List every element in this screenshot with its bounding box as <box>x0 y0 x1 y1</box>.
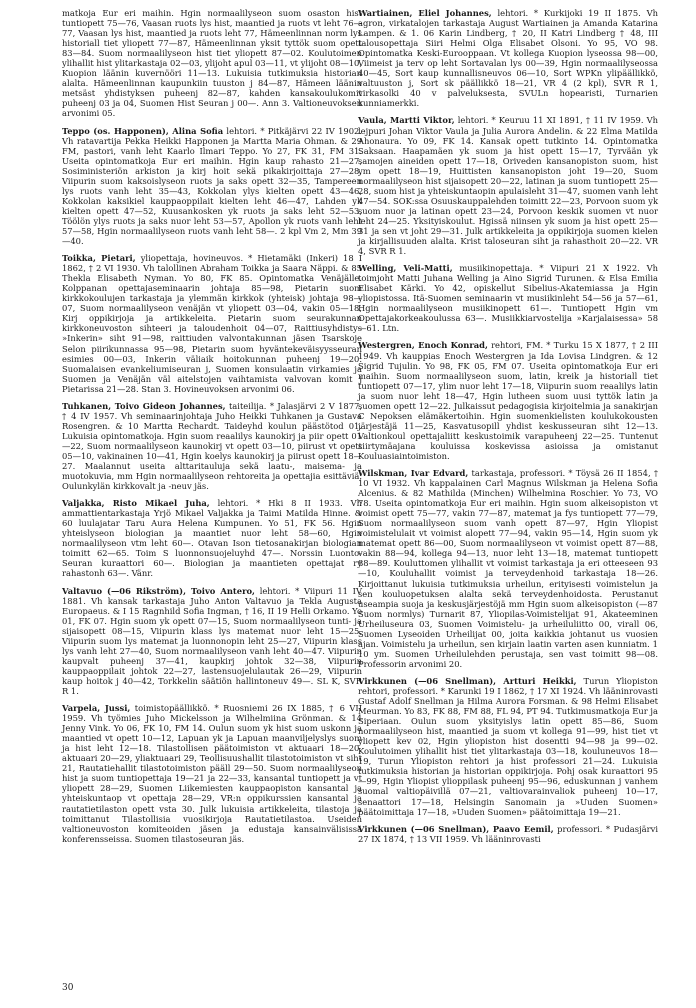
entry-name: Wartiainen, Eliel Johannes, <box>358 8 492 18</box>
biography-entry <box>358 824 658 844</box>
entry-text: tarkastaja, professori. * Töysä 26 II 1854, † 10 VI 1932. Vh kappalainen Carl Magnus Wilskman ja Helena Sofia Alcenius. & 82 Mathilda (Minchen) Wilhelmina Roschier. Yo 73, VO 78. Useita opintomatkoja Eur eri maihin. Hgin suom alkeisopiston vt voimist opett 75—77, vakin 77—87, matemat ja fys tuntiopett 77—79, Suom normaalilyseon suom vanh opett 87—97, Hgin Yliopist voimistelulait vt voimist alopett 77—94, vakin 95—14, Hgin suom yk matemat opett 86—00, Suom normaalilyseon vt voimist opett 87—88, vakin 88—94, kollega 94—13, nuor leht 13—18, matemat tuntiopett 88—89. Kouluttomen ylihallit vt voimist tarkastaja ja eri otteeseen 93—10, Kouluhallit voimist ja terveydenhoid tarkastaja 18—26. Kirjoittanut lukuisia tutkimuksia urheilun, erityisesti voimistelun ja sen kouluopetuksen alalta sekä terveydenhoidosta. Perustanut useampia suoja ja keskusjärjestöjä mm Hgin suom alkeisopiston (—87 Suom normlys) Turnarit 87, Yliopilas-Voimistelijat 91, Akateeminen Urheiluseura 03, Suomen Voimistelu- ja urheiluliitto 00, virall 06, Suomen Lyseoiden Urheilijat 00, joita kaikkia johtanut us vuosien ajan. Voimistelu ja urheilun, sen kirjain laatin varten asen kunniatm. 1 10 ym. Suomen Urheilulehden perustaja, sen vast toimitt 98—08. Professorin arvonimi 20. <box>358 468 659 669</box>
entry-text: matkoja Eur eri maihin. Hgin normaalilyseon suom osaston hist tuntiopett 75—76, Vaasan ruots lys hist, maantied ja ruots vt leht 76—77, Vaasan lys hist, maantied ja ruots leht 77, Hämeenlinnan norm lys historiall tiet yliopett 77—87, Hämeenlinnan yksit tyttök suom opett 83—84. Suom normaalilyseon hist tiet yliopett 87—02. Koulutoimen ylihallit hist ylitarkastaja 02—03, ylijoht apul 03—11, vt ylijoht 08—10, Kuopion läänin kuvernööri 11—13. Lukuisia tutkimuksia historian alalta. Hämeenlinnan kaupunkiin tuuston j 84—87, Hämeen läänin metsäst yhdistyksen puheenj 82—87, kahden kansakoulukomit puheenj 03 ja 04, Suomen Hist Seuran j 00—. Ann 3. Valtioneuvoksen arvonimi 05. <box>62 8 362 119</box>
entry-text: toimistopäällikkö. * Ruosniemi 26 IX 1885, † 6 VII 1959. Vh työmies Juho Mickelsson ja Wilhelmiina Grönman. & 14 Jenny Vink. Yo 06, FK 10, FM 14. Oulun suom yk hist suom uskonn ja maantied vt opett 10—12, Lapuan yk ja Lapuan maanviljelyslys suom ja hist leht 12—18. Tilastollisen päätoimiston vt aktuaari 18—20, aktuaari 20—29, yliaktuaari 29, Teollisuushallit tilastotoimiston vt siht 21, Rautatiehallit tilastotoimiston pääll 29—50. Suom normaalilyseon hist ja suom tuntiopettaja 19—21 ja 22—33, kansantal tuntiopett ja vt yliopett 28—29, Suomen Liikemiesten kauppaopiston kansantal ja yhteiskuntaop vt opettaja 28—29, VR:n oppikurssien kansantal ja rautatietilaston opett vsta 30. Julk lukuisia artikkeleita, tilastoja ja toimittanut Tilastollisia vuosikirjoja Rautatietilastoa. Useiden valtioneuvoston komiteoiden jäsen ja edustaja kansainvälisissä konferensseissa. Suomen tilastoseuran jäs. <box>62 703 362 844</box>
biography-entry <box>62 8 362 119</box>
biography-entry <box>358 340 658 461</box>
entry-text: lehtori. * Pitkäjärvi 22 IV 1902. Vh ratavartija Pekka Heikki Happonen ja Martta Maria Ohman. & 29 FM, pastori, vanh leht Kaarlo Ilmari Teppo. Yo 27, FK 31, FM 31. Useita opintomatkoja Eur eri maihin. Hgin kaup rahasto 21—27, Sosiministeriön arkiston ja kirj hoit sekä pikakirjoittaja 27—28, Viipurin suom kaksoislyseon ruots ja saks opett 32—35, Tampereen lys ruots vanh leht 35—43, Kokkolan ylys kielten opett 43—46, Kokkolan kaksikiel kauppaoppilait kielten leht 46—47, Lahden yk kielten opett 47—52, Kuusankosken yk ruots ja saks leht 52—53, Töölön ylys ruots ja saks nuor leht 53—57, Apollon yk ruots vanh leht 57—58, Hgin normaalilyseon ruots vanh leht 58—. 2 kpl Vm 2, Mm 39—40. <box>62 125 362 247</box>
page-number: 30 <box>62 983 74 993</box>
entry-text: yliopettaja, hovineuvos. * Hietamäki (Inkeri) 18 I 1862, † 2 VI 1930. Vh talollinen Abraham Toikka ja Saara Näppi. & 85 Thekla Elisabeth Nyman. Yo 80, FK 85. Opintomatka Venäjälle. Kolppanan opettajaseminaarin johtaja 85—98, Pietarin suom kirkkokoulujen tarkastaja ja ylemmän kirkkok (yhteisk) johtaja 98—07, Suom normaalilyseon venäjän vt yliopett 03—04, vakin 05—18, Kirj oppikirjoja ja artikkeleita. Pietarin suom seurakunnan kirkkoneuvoston sihteeri ja taloudenhoit 04—07, Raittiusyhdistys »Inkerin» siht 91—98, raittiuden valvontakunnan jäsen Tsarskoje Selon piirikunnassa 95—98, Pietarin suom hyväntekeväisyysseuran esimies 00—03, Inkerin väliaik hoitokunnan puheenj 19—20. Suomalaisen evankeliumiseuran j, Suomen konsulaatin virkamies ja Suomen ja Venäjän väl aitelstojen vaihtamista valvovan komit j Pietarissa 21—28. Stan 3. Hovineuvoksen arvonimi 06. <box>62 253 363 394</box>
biography-entry <box>358 115 658 256</box>
left-column <box>62 8 362 851</box>
right-column <box>358 8 658 851</box>
entry-name: Virkkunen (—06 Snellman), Artturi Heikki, <box>358 675 577 686</box>
biography-entry <box>62 586 362 697</box>
entry-text: lehtori. * Viipuri 11 IV 1881. Vh kansak tarkastaja Juho Anton Valtavuo ja Tekla Augusta Europaeus. & I 15 Ragnhild Sofia Ingman, † 16, II 19 Helli Orkamo. Yo 01, FK 07. Hgin suom yk opett 07—15, Suom normaalilyseon tunti- ja sijaisopett 08—15, Viipurin klass lys matemat nuor leht 15—25, Viipurin suom lys matemat ja luonnonopin leht 25—27, Viipurin klass lys vanh leht 27—40, Suom normaalilyseon vanh leht 40—47. Viipurin kaupvalt puheenj 37—41, kaupkirj johtok 32—38, Viipurin kauppaoppilait johtok 22—27, lastensuojelulautak 26—29, Viipurin kaup hoitok j 40—42, Torkkelin säätiön hallintoneuv 49—. SL K, SVR R 1. <box>62 585 363 696</box>
entry-name: Valtavuo (—06 Rikström), Toivo Antero, <box>62 585 255 596</box>
biography-entry <box>62 126 362 247</box>
entry-name: Teppo (os. Happonen), Alina Sofia <box>62 125 224 136</box>
entry-text: Turun Yliopiston rehtori, professori. * Karunki 19 I 1862, † 17 XI 1924. Vh lääninrovasti Gustaf Adolf Snellman ja Hilma Aurora Forsman. & 98 Helmi Elisabet Meurman. Yo 83, FK 88, FM 88, FL 94, PT 94. Tutkimusmatkoja Eur ja Siperiaan. Oulun suom yksityislys latin opett 85—86, Suom normaalilyseon hist, maantied ja suom vt kollega 91—99, hist tiet vt yliopett kev 02, Hgin yliopiston hist dosentti 94—98 ja 99—02. Koulutoimen ylihallit hist tiet ylitarkastaja 03—18, kouluneuvos 18—19, Turun Yliopiston rehtori ja hist professori 21—24. Lukuisia tutkimuksia historian ja historian oppikirjoja. Pohj osak kuraattori 95—99, Hgin Yliopist ylioppilask puheenj 95—96, eduskunnan j vanhem suomal valtiopäivillä 07—21, valtiovarainvaliok puheenj 10—17, senaattori 17—18, Helsingin Sanomain ja »Uuden Suomen» päätoimittaja 17—18, »Uuden Suomen» päätoimittaja 19—21. <box>358 675 658 817</box>
entry-text: taiteilija. * Jalasjärvi 2 V 1877, † 4 IV 1957. Vh seminaarinjohtaja Juho Heikki Tuhkanen ja Gustava Rosengren. & 10 Martta Rechardt. Taideyhd koulun päästötod 01. Lukuisia opintomatkoja. Hgin suom reaalilys kaunokirj ja piir opett 01—22, Suom normaalilyseon kaunokirj vt opett 03—10, piirust vt opett 05—10, vakinainen 10—41, Hgin koelys kaunokirj ja piirust opett 18—27. Maalannut useita alttaritauluja sekä laatu-, maisema- ja muotokuvia, mm Hgin normaalilyseon rehtoreita ja opettajia esittäviä. Oulunkylän kirkkovalt ja -neuv jäs. <box>62 400 362 492</box>
entry-name: Vaula, Martti Viktor, <box>358 115 455 126</box>
entry-text: lehtori. * Kurkijoki 19 II 1875. Vh agron, virkatalojen tarkastaja August Wartiainen ja Amanda Katarina Lampen. & 1. 06 Karin Lindberg, † 20, II Katri Lindberg † 48, III talousopettaja Siiri Helmi Olga Elisabet Olsoni. Yo 95, VO 98. Opintomatka Keski-Eurooppaan. Vt kollega Kuopion lyseossa 98—00, Viimeist ja terv op leht Sortavalan lys 00—39, Hgin normaalilyseossa 40—45, Sort kaup kunnallisneuvos 06—10, Sort WPKn ylipäällikkö, valtuuston j, Sort sk päällikkö 18—21, VR 4 (2 kpl), SVR R 1, virkasolki 40 v palveluksesta, SVULn hopearisti, Turnarien kunniamerkki. <box>358 8 659 109</box>
biography-entry <box>358 676 658 817</box>
entry-text: musiikinopettaja. * Viipuri 21 X 1922. Vh toimjoht Matti Juhana Welling ja Aino Sigrid Turunen. & Elsa Emilia Elisabet Kärki. Yo 42, opiskellut Sibelius-Akatemiassa ja Hgin yliopistossa. Itä-Suomen seminaarin vt musiikinleht 54—56 ja 57—61, Hgin normaalilyseon musiikinopett 61—. Tuntiopett Hgin vm Opettajakorkeakoulussa 63—. Musiikkiarvostelija »Karjalaisessa» 58—61. Ltn. <box>358 263 658 334</box>
biography-entry <box>62 253 362 394</box>
entry-text: lehtori. * Hki 8 II 1933. Vh ammattientarkastaja Yrjö Mikael Valjakka ja Taimi Matilda Hinne. & 60 luulajatar Taru Aura Helena Kumpunen. Yo 51, FK 56. Hgin yhteislyseon biologian ja maantiet nuor leht 58—60, Hgin normaalilyseon vtm leht 60—. Otavan Ison tietosanakirjan biologian toimitt 62—65. Toim S luonnonsuojeluyhd 47—. Norssin Luonto-Seuran kuraattori 60—. Biologian ja maantieten opettajat ry rahastonh 63—. Vänr. <box>62 498 362 579</box>
biography-entry <box>62 401 362 491</box>
entry-name: Virkkunen (—06 Snellman), Paavo Eemil, <box>358 823 554 834</box>
biography-entry <box>62 703 362 844</box>
biography-entry <box>62 498 362 578</box>
entry-name: Westergren, Enoch Konrad, <box>358 340 488 351</box>
biography-entry <box>358 468 658 669</box>
entry-text: professori. * Pudasjärvi 27 IX 1874, † 13 VII 1959. Vh lääninrovasti <box>358 823 658 844</box>
entry-name: Toikka, Pietari, <box>62 253 136 264</box>
entry-text: lehtori. * Keuruu 11 XI 1891, † 11 IV 1959. Vh lejpuri Johan Viktor Vaula ja Julia Aurora Andelin. & 22 Elma Matilda Ahonaura. Yo 09, FK 14. Kansak opett tutkinto 14. Opintomatka Saksaan. Haapamäen yk suom ja hist opett 15—17, Tyrvään yk samojen aineiden opett 17—18, Oriveden kansanopiston suom, hist ym opett 18—19, Huittisten kansanopiston joht 19—20, Suom normaalilyseon hist sijaisopett 20—22, latinan ja suom tuntiopett 25—28, suom hist ja yhteiskuntaopin apulaisleht 31—47, suomen vanh leht 47—54. SOK:ssa Osuuskauppalehden toimitt 22—23, Porvoon suom yk suom nuor ja latinan opett 23—24, Porvoon keskik suomen vt nuor leht 24—25. Yksityiskoulut. Hgissä niinsen yk suom ja hist opett 25—31 ja sen vt joht 29—31. Julk artikkeleita ja oppikirjoja suomen kielen ja kirjallisuuden alalta. Krist taloseuran siht ja rahasthoit 20—22. VR 4, SVR R 1. <box>358 115 659 257</box>
biography-entry <box>358 8 658 108</box>
entry-name: Tuhkanen, Toivo Gideon Johannes, <box>62 400 226 411</box>
biography-entry <box>358 263 658 333</box>
entry-name: Welling, Veli-Matti, <box>358 263 453 274</box>
entry-text: rehtori, FM. * Turku 15 X 1877, † 2 III 1949. Vh kauppias Enoch Westergren ja Ida Lovisa Lindgren. & 12 Sigrid Tujulin. Yo 98, FK 05, FM 07. Useita opintomatkoja Eur eri maihin. Suom normaalilyseon suom, latin, kreik ja historiall tiet tuntiopett 07—17, ylim nuor leht 17—18, Viipurin suom reaalilys latin ja suom nuor leht 18—47, Hgin lutheen suom uusi tyttök latin ja suomen opett 12—22. Julkaissut pedagogisia kirjoitelmia ja sanakirjan C Nepoksen elämäkertoihin. Hgin suomenkielisten koulukokousten järjestäjä 11—25, Kasvatusopill yhdist keskusseuran siht 12—13. Valtionkoul opettajaliitt keskustoimik varapuheenj 22—25. Tuntenut siirtymäajana kouluissa koskevissa asioissa ja omistanut Kouluasiaintoimiston. <box>358 340 659 461</box>
entry-name: Varpela, Jussi, <box>62 703 131 714</box>
entry-name: Wilskman, Ivar Edvard, <box>358 468 469 479</box>
entry-name: Valjakka, Risto Mikael Juha, <box>62 498 210 509</box>
